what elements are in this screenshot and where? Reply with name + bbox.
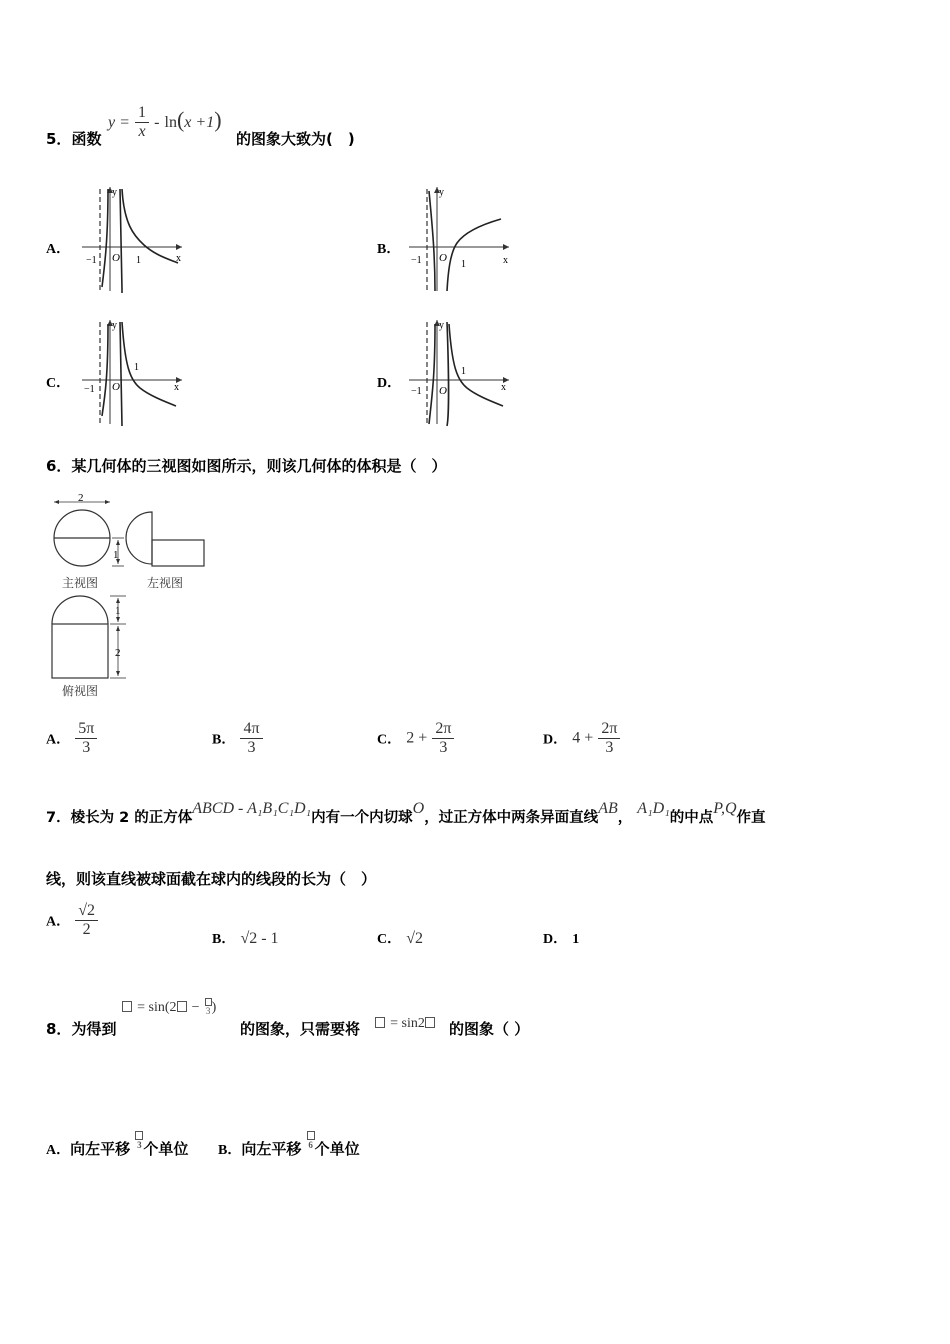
- one-label: 1: [136, 255, 141, 266]
- q6-option-b[interactable]: B． $\frac{4\pi}{3}$: [212, 720, 263, 757]
- option-letter[interactable]: D．: [377, 376, 402, 391]
- neg-one-label: −1: [411, 386, 422, 397]
- option-letter[interactable]: B．: [377, 242, 401, 257]
- one-label: 1: [461, 259, 466, 270]
- q6-option-d[interactable]: D． 4 + $\frac{2\pi}{3}$: [543, 720, 620, 757]
- q8-option-b[interactable]: B．向左平移 6 个单位: [218, 1138, 360, 1164]
- dim-top-h1: 1: [115, 605, 121, 617]
- placeholder-glyph-icon: [425, 1017, 435, 1028]
- graph-a[interactable]: [78, 183, 190, 295]
- origin-label: O: [112, 252, 120, 264]
- placeholder-glyph-icon: [205, 998, 212, 1006]
- y-axis-label: y: [439, 187, 444, 198]
- origin-label: O: [112, 381, 120, 393]
- three-view-figure: [44, 492, 224, 702]
- q7-option-d[interactable]: D． 1: [543, 932, 580, 947]
- one-label: 1: [134, 362, 139, 373]
- q5-stem-suffix: 的图象大致为( ): [236, 130, 355, 148]
- q5-formula: y = $\frac{1}{x}$ - ln(x +1): [108, 104, 222, 140]
- placeholder-glyph-icon: [307, 1131, 315, 1140]
- origin-label: O: [439, 252, 447, 264]
- q8-formula-target: = sin(2 − 3 ): [122, 996, 216, 1016]
- q8-stem-prefix: 8．为得到: [46, 1020, 117, 1038]
- q7-option-a[interactable]: A． $\frac{√2}{2}$: [46, 902, 98, 939]
- graph-d[interactable]: [405, 316, 517, 428]
- q8-option-a[interactable]: A．向左平移 3 个单位: [46, 1138, 188, 1164]
- neg-one-label: −1: [84, 384, 95, 395]
- q6-option-c[interactable]: C． 2 + $\frac{2\pi}{3}$: [377, 720, 454, 757]
- placeholder-glyph-icon: [375, 1017, 385, 1028]
- q8-stem-suffix: 的图象（ ）: [449, 1020, 530, 1038]
- top-view-label: 俯视图: [62, 684, 99, 698]
- dim-top-h2: 2: [115, 647, 121, 659]
- option-letter[interactable]: A．: [46, 242, 71, 257]
- x-axis-label: x: [176, 253, 181, 264]
- q7-stem-line2: 线，则该直线被球面截在球内的线段的长为（ ）: [46, 870, 377, 888]
- dim-front-h: 1: [113, 549, 119, 561]
- q6-option-a[interactable]: A． $\frac{5\pi}{3}$: [46, 720, 97, 757]
- q6-stem: 6．某几何体的三视图如图所示，则该几何体的体积是（ ）: [46, 457, 447, 475]
- y-axis-label: y: [439, 320, 444, 331]
- q7-option-b[interactable]: B． √2 - 1: [212, 930, 279, 947]
- option-letter[interactable]: C．: [46, 376, 71, 391]
- placeholder-glyph-icon: [122, 1001, 132, 1012]
- q7-option-c[interactable]: C． √2: [377, 930, 423, 947]
- side-view-label: 左视图: [147, 576, 184, 590]
- neg-one-label: −1: [411, 255, 422, 266]
- q8-formula-source: = sin2: [375, 1012, 435, 1032]
- y-axis-label: y: [112, 320, 117, 331]
- q7-stem-line1: 7．棱长为 2 的正方体ABCD - A₁B₁C₁D₁内有一个内切球O，过正方体中两条异面直线AB， A₁D₁的中点P,Q作直: [46, 800, 766, 826]
- placeholder-glyph-icon: [135, 1131, 143, 1140]
- placeholder-glyph-icon: [177, 1001, 187, 1012]
- graph-b[interactable]: [405, 183, 517, 295]
- y-axis-label: y: [112, 187, 117, 198]
- dim-width: 2: [78, 492, 84, 504]
- x-axis-label: x: [174, 382, 179, 393]
- one-label: 1: [461, 366, 466, 377]
- x-axis-label: x: [503, 255, 508, 266]
- neg-one-label: −1: [86, 255, 97, 266]
- q8-stem-mid: 的图象，只需要将: [240, 1020, 361, 1038]
- graph-c[interactable]: [78, 316, 190, 428]
- front-view-label: 主视图: [62, 576, 99, 590]
- x-axis-label: x: [501, 382, 506, 393]
- q5-stem: 5．函数: [46, 130, 102, 148]
- origin-label: O: [439, 385, 447, 397]
